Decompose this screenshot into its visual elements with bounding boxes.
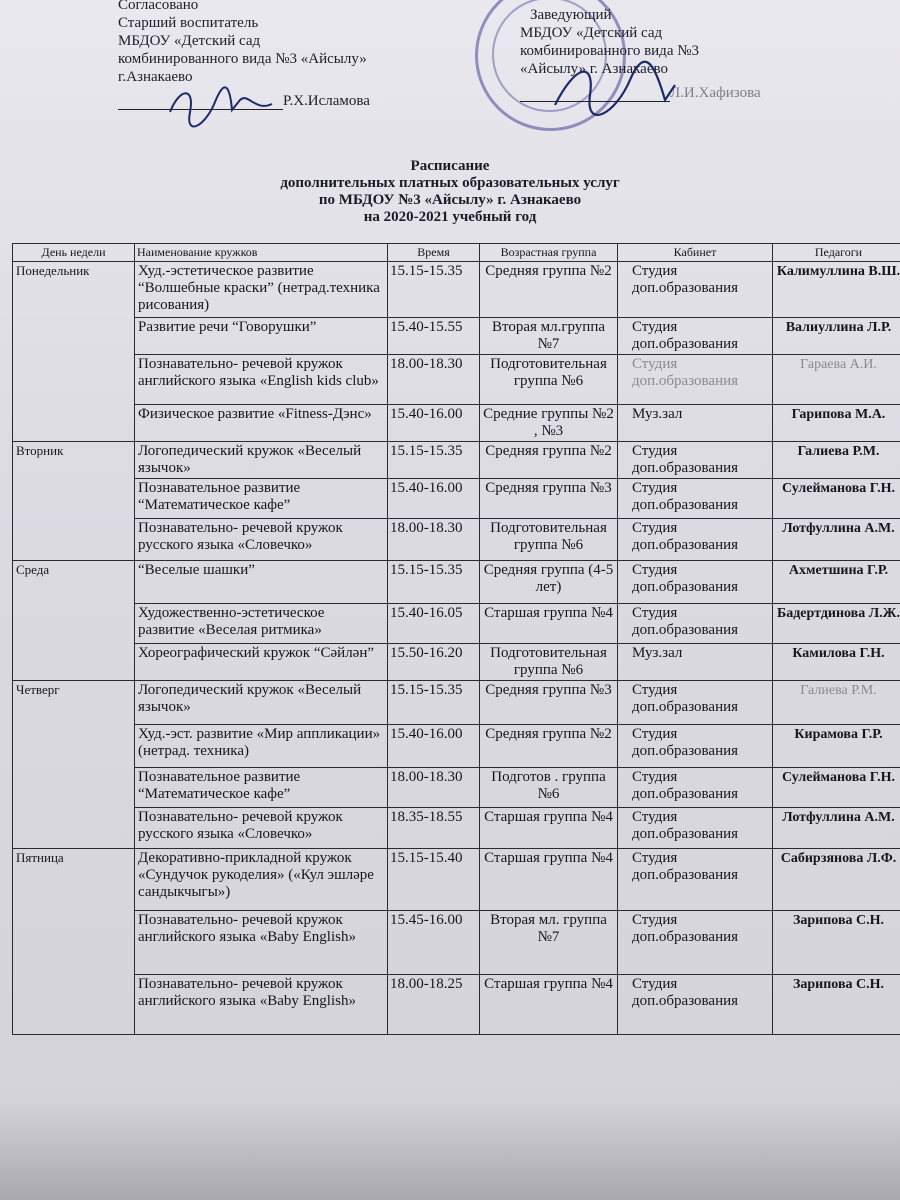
approval-line: Заведующий xyxy=(530,7,612,23)
title-line: Расписание xyxy=(410,158,490,174)
teacher-cell: Лотфуллина А.М. xyxy=(773,519,900,561)
time-cell: 18.00-18.30 xyxy=(388,768,480,808)
age-group-cell: Подготовительная группа №6 xyxy=(480,519,618,561)
column-header-day: День недели xyxy=(13,244,135,262)
club-name-cell: Познавательно- речевой кружок русского языка «Словечко» xyxy=(135,808,388,849)
club-name-cell: Познавательное развитие “Математическое кафе” xyxy=(135,768,388,808)
teacher-cell: Бадертдинова Л.Ж. xyxy=(773,604,900,644)
table-row xyxy=(13,911,900,975)
age-group-cell: Старшая группа №4 xyxy=(480,975,618,1035)
handwritten-signature-left xyxy=(160,82,280,132)
table-row xyxy=(13,849,900,911)
teacher-cell: Валиуллина Л.Р. xyxy=(773,318,900,355)
club-name-cell: Логопедический кружок «Веселый язычок» xyxy=(135,681,388,725)
teacher-cell: Сулейманова Г.Н. xyxy=(773,479,900,519)
room-cell: Студия доп.образования xyxy=(618,681,773,725)
room-cell: Студия доп.образования xyxy=(618,725,773,768)
time-cell: 15.40-16.05 xyxy=(388,604,480,644)
table-row xyxy=(13,355,900,405)
age-group-cell: Средняя группа №3 xyxy=(480,681,618,725)
time-cell: 15.40-16.00 xyxy=(388,405,480,442)
day-cell: Вторник xyxy=(13,442,135,561)
table-row xyxy=(13,975,900,1035)
club-name-cell: Хореографический кружок “Сәйлән” xyxy=(135,644,388,681)
age-group-cell: Вторая мл. группа №7 xyxy=(480,911,618,975)
room-cell: Студия доп.образования xyxy=(618,911,773,975)
teacher-cell: Ахметшина Г.Р. xyxy=(773,561,900,604)
day-cell: Среда xyxy=(13,561,135,681)
teacher-cell: Зарипова С.Н. xyxy=(773,975,900,1035)
club-name-cell: Физическое развитие «Fitness-Дэнс» xyxy=(135,405,388,442)
time-cell: 15.40-16.00 xyxy=(388,479,480,519)
age-group-cell: Вторая мл.группа №7 xyxy=(480,318,618,355)
approval-line: г.Азнакаево xyxy=(118,69,193,85)
approval-line: МБДОУ «Детский сад xyxy=(118,33,261,49)
teacher-cell: Калимуллина В.Ш. xyxy=(773,262,900,318)
club-name-cell: Логопедический кружок «Веселый язычок» xyxy=(135,442,388,479)
time-cell: 15.40-16.00 xyxy=(388,725,480,768)
time-cell: 18.00-18.25 xyxy=(388,975,480,1035)
approval-line: «Айсылу» г. Азнакаево xyxy=(520,61,668,77)
time-cell: 15.45-16.00 xyxy=(388,911,480,975)
time-cell: 18.00-18.30 xyxy=(388,355,480,405)
teacher-cell: Камилова Г.Н. xyxy=(773,644,900,681)
room-cell: Студия доп.образования xyxy=(618,975,773,1035)
club-name-cell: Познавательно- речевой кружок английского языка «Baby English» xyxy=(135,975,388,1035)
day-cell: Пятница xyxy=(13,849,135,1035)
column-header-time: Время xyxy=(388,244,480,262)
club-name-cell: Познавательное развитие “Математическое кафе” xyxy=(135,479,388,519)
approval-line: комбинированного вида №3 «Айсылу» xyxy=(118,51,367,67)
day-cell: Понедельник xyxy=(13,262,135,442)
room-cell: Муз.зал xyxy=(618,644,773,681)
time-cell: 15.15-15.35 xyxy=(388,561,480,604)
approval-line: комбинированного вида №3 xyxy=(520,43,700,59)
age-group-cell: Средние группы №2 , №3 xyxy=(480,405,618,442)
approval-line: МБДОУ «Детский сад xyxy=(520,25,663,41)
club-name-cell: “Веселые шашки” xyxy=(135,561,388,604)
room-cell: Студия доп.образования xyxy=(618,849,773,911)
title-line: по МБДОУ №3 «Айсылу» г. Азнакаево xyxy=(318,192,582,208)
age-group-cell: Средняя группа №2 xyxy=(480,262,618,318)
signatory-name: Л.И.Хафизова xyxy=(670,85,761,101)
teacher-cell: Зарипова С.Н. xyxy=(773,911,900,975)
room-cell: Студия доп.образования xyxy=(618,318,773,355)
club-name-cell: Развитие речи “Говорушки” xyxy=(135,318,388,355)
teacher-cell: Гараева А.И. xyxy=(773,355,900,405)
age-group-cell: Подготов . группа №6 xyxy=(480,768,618,808)
title-line: на 2020-2021 учебный год xyxy=(363,209,537,225)
teacher-cell: Лотфуллина А.М. xyxy=(773,808,900,849)
table-row xyxy=(13,442,900,479)
age-group-cell: Средняя группа №2 xyxy=(480,442,618,479)
table-row xyxy=(13,604,900,644)
room-cell: Студия доп.образования xyxy=(618,768,773,808)
age-group-cell: Старшая группа №4 xyxy=(480,808,618,849)
photo-shadow xyxy=(0,1100,900,1200)
teacher-cell: Галиева Р.М. xyxy=(773,681,900,725)
table-row xyxy=(13,681,900,725)
day-cell: Четверг xyxy=(13,681,135,849)
document-title xyxy=(0,158,900,226)
teacher-cell: Галиева Р.М. xyxy=(773,442,900,479)
age-group-cell: Средняя группа №3 xyxy=(480,479,618,519)
time-cell: 15.50-16.20 xyxy=(388,644,480,681)
age-group-cell: Подготовительная группа №6 xyxy=(480,355,618,405)
teacher-cell: Кирамова Г.Р. xyxy=(773,725,900,768)
table-row xyxy=(13,808,900,849)
time-cell: 15.40-15.55 xyxy=(388,318,480,355)
age-group-cell: Средняя группа №2 xyxy=(480,725,618,768)
time-cell: 15.15-15.40 xyxy=(388,849,480,911)
table-row xyxy=(13,644,900,681)
room-cell: Студия доп.образования xyxy=(618,355,773,405)
room-cell: Студия доп.образования xyxy=(618,808,773,849)
teacher-cell: Гарипова М.А. xyxy=(773,405,900,442)
table-row xyxy=(13,405,900,442)
signatory-name: Р.Х.Исламова xyxy=(283,93,370,109)
club-name-cell: Декоративно-прикладной кружок «Сундучок рукоделия» («Кул эшләре сандыкчыгы») xyxy=(135,849,388,911)
column-header-room: Кабинет xyxy=(618,244,773,262)
age-group-cell: Старшая группа №4 xyxy=(480,604,618,644)
column-header-group: Возрастная группа xyxy=(480,244,618,262)
teacher-cell: Сабирзянова Л.Ф. xyxy=(773,849,900,911)
table-header-row xyxy=(13,244,900,262)
table-row xyxy=(13,262,900,318)
room-cell: Студия доп.образования xyxy=(618,262,773,318)
room-cell: Студия доп.образования xyxy=(618,519,773,561)
table-row xyxy=(13,561,900,604)
club-name-cell: Познавательно- речевой кружок английского языка «English kids club» xyxy=(135,355,388,405)
club-name-cell: Худ.-эстетическое развитие “Волшебные краски” (нетрад.техника рисования) xyxy=(135,262,388,318)
club-name-cell: Познавательно- речевой кружок русского языка «Словечко» xyxy=(135,519,388,561)
table-row xyxy=(13,725,900,768)
time-cell: 15.15-15.35 xyxy=(388,681,480,725)
age-group-cell: Подготовительная группа №6 xyxy=(480,644,618,681)
title-line: дополнительных платных образовательных услуг xyxy=(280,175,620,191)
table-row xyxy=(13,318,900,355)
time-cell: 18.35-18.55 xyxy=(388,808,480,849)
schedule-table xyxy=(12,243,900,1035)
age-group-cell: Средняя группа (4-5 лет) xyxy=(480,561,618,604)
room-cell: Студия доп.образования xyxy=(618,442,773,479)
age-group-cell: Старшая группа №4 xyxy=(480,849,618,911)
column-header-teacher: Педагоги xyxy=(773,244,900,262)
time-cell: 18.00-18.30 xyxy=(388,519,480,561)
table-row xyxy=(13,768,900,808)
handwritten-signature-right xyxy=(545,55,685,125)
club-name-cell: Худ.-эст. развитие «Мир аппликации» (нетрад. техника) xyxy=(135,725,388,768)
time-cell: 15.15-15.35 xyxy=(388,262,480,318)
room-cell: Студия доп.образования xyxy=(618,479,773,519)
teacher-cell: Сулейманова Г.Н. xyxy=(773,768,900,808)
club-name-cell: Познавательно- речевой кружок английского языка «Baby English» xyxy=(135,911,388,975)
schedule-body xyxy=(13,262,900,1035)
approval-line: Согласовано xyxy=(118,0,199,13)
room-cell: Студия доп.образования xyxy=(618,604,773,644)
room-cell: Муз.зал xyxy=(618,405,773,442)
room-cell: Студия доп.образования xyxy=(618,561,773,604)
table-row xyxy=(13,519,900,561)
approval-line: Старший воспитатель xyxy=(118,15,259,31)
club-name-cell: Художественно-эстетическое развитие «Веселая ритмика» xyxy=(135,604,388,644)
column-header-name: Наименование кружков xyxy=(135,244,388,262)
time-cell: 15.15-15.35 xyxy=(388,442,480,479)
table-row xyxy=(13,479,900,519)
